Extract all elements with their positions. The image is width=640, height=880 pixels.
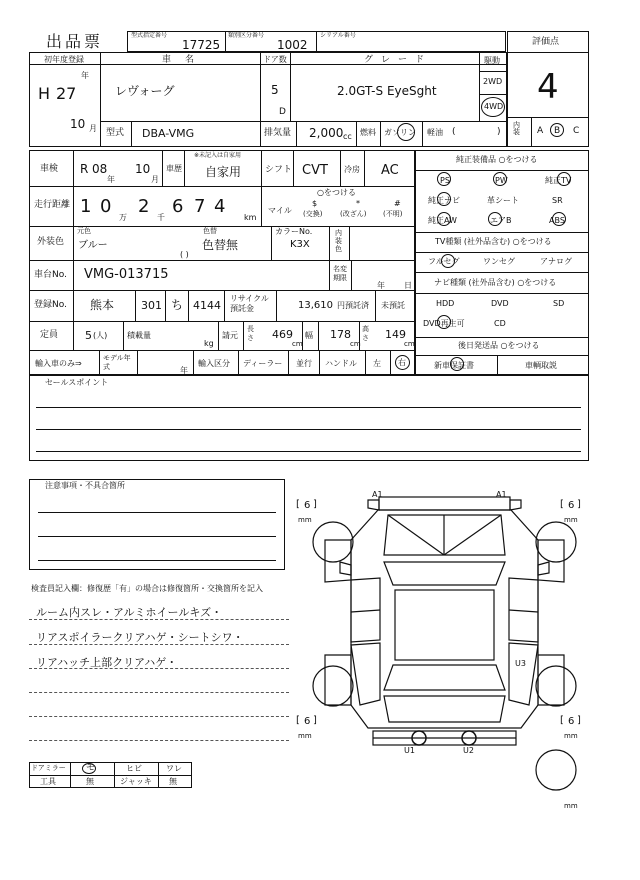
mark-a1-left: A1	[372, 490, 383, 499]
reg-num: 4144	[193, 299, 221, 312]
reg-label: 登録No.	[34, 300, 67, 310]
color-no: K3X	[290, 239, 310, 250]
drive-2wd: 2WD	[483, 77, 503, 86]
mileage-digit-5: 7	[194, 196, 206, 217]
first-reg-year: 27	[56, 84, 77, 103]
length: 469	[272, 328, 293, 341]
width: 178	[330, 328, 351, 341]
fuel-label: 燃料	[360, 128, 376, 137]
form-title: 出品票	[46, 32, 104, 51]
door-type: D	[279, 107, 286, 117]
handle-right: 右	[398, 358, 406, 367]
shaken-era: R	[80, 162, 89, 176]
first-reg-era: H	[38, 84, 51, 103]
type-no: 17725	[182, 38, 221, 52]
paint: 色替無	[202, 238, 239, 252]
fuel-diesel: 軽油	[427, 128, 443, 137]
score-label: 評価点	[532, 37, 560, 47]
displacement: 2,000	[309, 126, 344, 140]
use: 自家用	[205, 165, 242, 179]
roof	[395, 590, 494, 660]
type-no-label: 型式指定番号	[131, 32, 168, 39]
score: 4	[537, 67, 559, 107]
chassis-label: 車台No.	[34, 270, 67, 280]
recycle-amount: 13,610	[298, 300, 333, 311]
grade-label: グレード	[364, 55, 433, 65]
car-name-label: 車名	[162, 55, 209, 65]
class-no-label: 類別区分番号	[228, 32, 265, 39]
note-line-1: ルーム内スレ・アルミホイールキズ・	[36, 606, 223, 619]
handle-left: 左	[373, 359, 381, 368]
sales-label: セールスポイント	[45, 378, 109, 387]
color-label: 外装色	[37, 237, 65, 247]
first-reg-label: 初年度登録	[44, 55, 84, 64]
wheel-rear-right	[536, 666, 576, 706]
note-line-3: リアハッチ上部クリアハゲ・	[36, 656, 178, 669]
shift: CVT	[302, 163, 328, 178]
class-no: 1002	[277, 38, 308, 52]
capacity-label: 定員	[40, 330, 59, 340]
shaken-month: 10	[135, 162, 151, 176]
later-title: 後日発送品 ○をつける	[458, 341, 540, 350]
mark-u2: U2	[463, 746, 474, 755]
mileage-digit-6: 4	[214, 196, 226, 217]
doors: 5	[271, 83, 279, 97]
doors-label: ドア数	[263, 55, 287, 64]
drive-4wd: 4WD	[484, 102, 504, 111]
capacity: 5	[85, 329, 92, 342]
tire-fl-depth: 6	[304, 500, 311, 511]
height: 149	[385, 328, 406, 341]
wheel-front-left	[313, 522, 353, 562]
car-name: レヴォーグ	[115, 84, 175, 98]
shaken-label: 車検	[40, 164, 59, 174]
mileage-digit-3: 2	[138, 196, 150, 217]
interior-b: B	[554, 126, 561, 136]
model-label: 型式	[106, 128, 125, 138]
fuel-gasoline: ガソリン	[384, 128, 416, 137]
inspector-label: 検査員記入欄：修復歴「有」の場合は修復箇所・交換箇所を記入	[31, 584, 263, 593]
wheel-front-right	[536, 522, 576, 562]
interior-c: C	[573, 126, 580, 136]
wheel-rear-left	[313, 666, 353, 706]
chassis: VMG-013715	[84, 267, 169, 282]
mile-label: マイル	[268, 206, 292, 215]
mileage-digit-4: 6	[172, 196, 184, 217]
model: DBA-VMG	[142, 127, 195, 140]
displacement-label: 排気量	[264, 128, 292, 138]
mileage-label: 走行距離	[34, 200, 71, 210]
grade: 2.0GT-S EyeSght	[337, 84, 437, 98]
mark-a1-right: A1	[496, 490, 507, 499]
odo-mark-label: ○をつける	[317, 188, 356, 197]
spare-tire	[536, 750, 576, 790]
drive-label: 駆動	[484, 56, 500, 65]
tv-title: TV種類 (社外品含む) ○をつける	[435, 237, 552, 246]
month-unit: 月	[89, 124, 97, 133]
cc-unit: cc	[343, 132, 352, 141]
ac: AC	[381, 163, 399, 178]
mileage-digit-1: 1	[80, 196, 92, 217]
ac-label: 冷房	[344, 165, 360, 174]
tool-value: 無	[86, 777, 94, 786]
tire-rl-depth: 6	[304, 716, 311, 727]
shaken-year: 08	[92, 162, 108, 176]
jack-value: 無	[169, 777, 177, 786]
mark-u1: U1	[404, 746, 415, 755]
tire-rr-depth: 6	[568, 716, 575, 727]
parallel: 並行	[296, 359, 312, 368]
serial-label: シリアル番号	[320, 32, 356, 39]
mileage-digit-2: 0	[100, 196, 112, 217]
interior-label: 内装	[513, 121, 520, 136]
first-reg-month: 10	[70, 117, 86, 131]
reg-class: 301	[141, 299, 162, 312]
use-note: ※未記入は自家用	[194, 152, 242, 159]
notes-label: 注意事項・不具合箇所	[45, 481, 125, 490]
dealer: ディーラー	[243, 359, 283, 368]
equip-title: 純正装備品 ○をつける	[456, 155, 538, 164]
import-label: 輸入車のみ⇒	[35, 359, 82, 368]
year-unit: 年	[81, 71, 89, 80]
use-label: 車歴	[166, 164, 182, 173]
note-line-2: リアスポイラークリアハゲ・シートシワ・	[36, 631, 244, 644]
reg-area: 熊本	[90, 298, 115, 312]
interior-a: A	[537, 126, 544, 136]
door-mirror-value: モ	[86, 763, 96, 773]
front-bumper	[379, 497, 510, 510]
shift-label: シフト	[265, 165, 293, 175]
orig-color: ブルー	[78, 240, 108, 251]
tire-fr-depth: 6	[568, 500, 575, 511]
reg-kana: ち	[171, 298, 184, 312]
mark-u3: U3	[515, 659, 526, 668]
navi-title: ナビ種類 (社外品含む) ○をつける	[434, 278, 557, 287]
